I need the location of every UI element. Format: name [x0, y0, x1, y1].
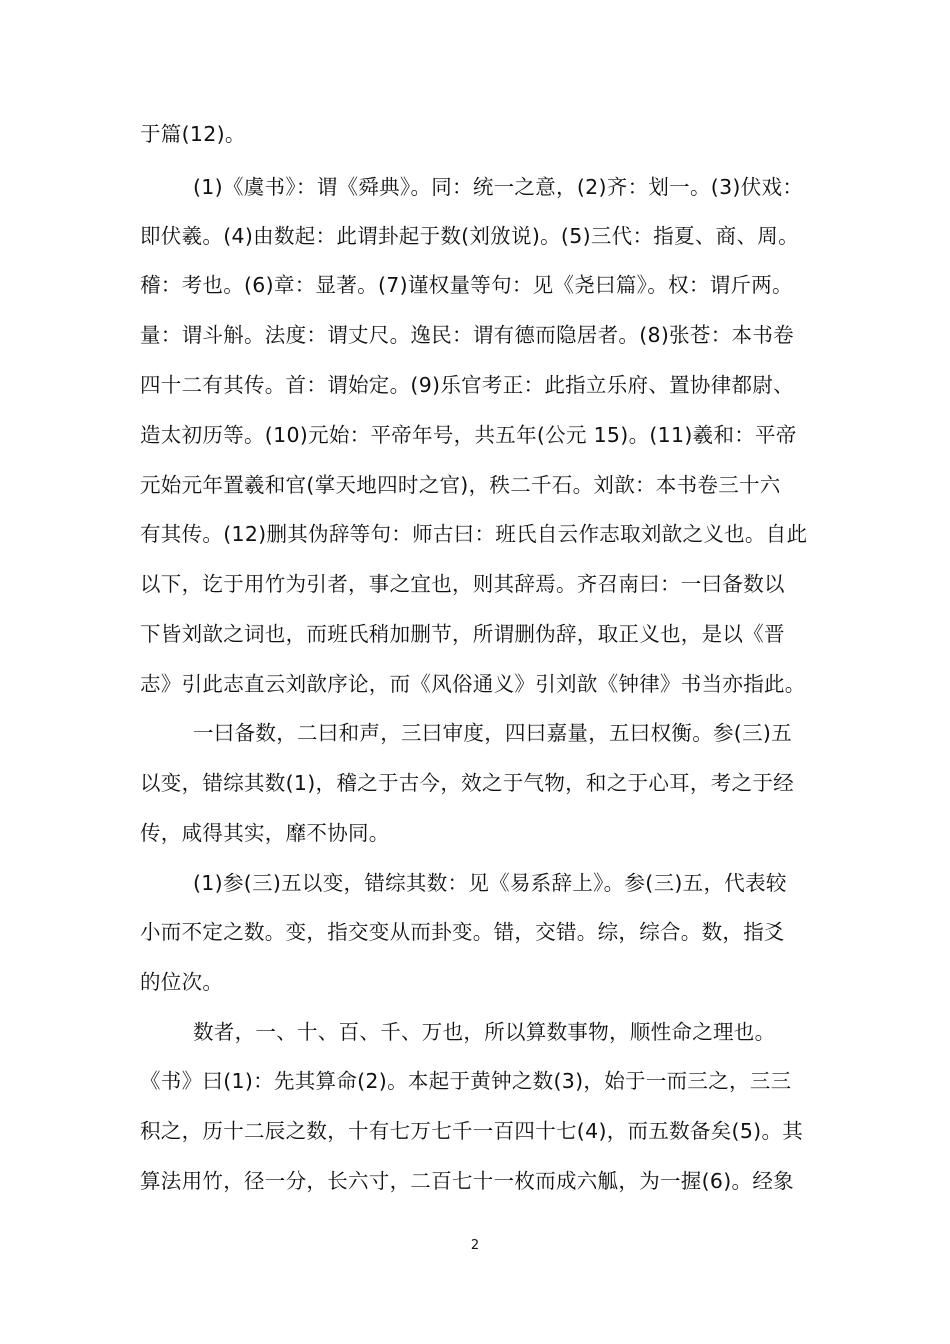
text-line: 传，咸得其实，靡不协同。: [140, 821, 390, 845]
text-line: 积之，历十二辰之数，十有七万七千一百四十七(4)，而五数备矣(5)。其: [140, 1119, 804, 1143]
text-line: 即伏羲。(4)由数起：此谓卦起于数(刘攽说)。(5)三代：指夏、商、周。: [140, 224, 799, 248]
text-line: 的位次。: [140, 970, 224, 994]
text-line: 四十二有其传。首：谓始定。(9)乐官考正：此指立乐府、置协律都尉、: [140, 373, 794, 397]
text-line: 以变，错综其数(1)，稽之于古今，效之于气物，和之于心耳，考之于经: [140, 771, 794, 795]
text-line: 算法用竹，径一分，长六寸，二百七十一枚而成六觚，为一握(6)。经象: [140, 1169, 794, 1193]
text-line: 《书》曰(1)：先其算命(2)。本起于黄钟之数(3)，始于一而三之，三三: [140, 1069, 792, 1093]
text-line: (1)《虞书》：谓《舜典》。同：统一之意，(2)齐：划一。(3)伏戏：: [193, 175, 804, 199]
text-line: 于篇(12)。: [140, 122, 246, 146]
text-line: 下皆刘歆之词也，而班氏稍加删节，所谓删伪辞，取正义也，是以《晋: [140, 622, 785, 646]
text-line: 数者，一、十、百、千、万也，所以算数事物，顺性命之理也。: [193, 1020, 776, 1044]
text-line: 元始元年置羲和官(掌天地四时之官)，秩二千石。刘歆：本书卷三十六: [140, 473, 781, 497]
text-line: (1)参(三)五以变，错综其数：见《易系辞上》。参(三)五，代表较: [193, 871, 787, 895]
text-line: 小而不定之数。变，指交变从而卦变。错，交错。综，综合。数，指爻: [140, 920, 785, 944]
text-line: 造太初历等。(10)元始：平帝年号，共五年(公元 15)。(11)羲和：平帝: [140, 423, 797, 447]
text-line: 一曰备数，二曰和声，三曰审度，四曰嘉量，五曰权衡。参(三)五: [193, 721, 792, 745]
text-line: 有其传。(12)删其伪辞等句：师古曰：班氏自云作志取刘歆之义也。自此: [140, 522, 808, 546]
text-line: 志》引此志直云刘歆序论，而《风俗通义》引刘歆《钟律》书当亦指此。: [140, 672, 806, 696]
text-line: 以下，讫于用竹为引者，事之宜也，则其辞焉。齐召南曰：一曰备数以: [140, 572, 785, 596]
text-line: 稽：考也。(6)章：显著。(7)谨权量等句：见《尧曰篇》。权：谓斤两。: [140, 273, 793, 297]
text-line: 量：谓斗斛。法度：谓丈尺。逸民：谓有德而隐居者。(8)张苍：本书卷: [140, 323, 794, 347]
page-number: 2: [470, 1238, 480, 1253]
